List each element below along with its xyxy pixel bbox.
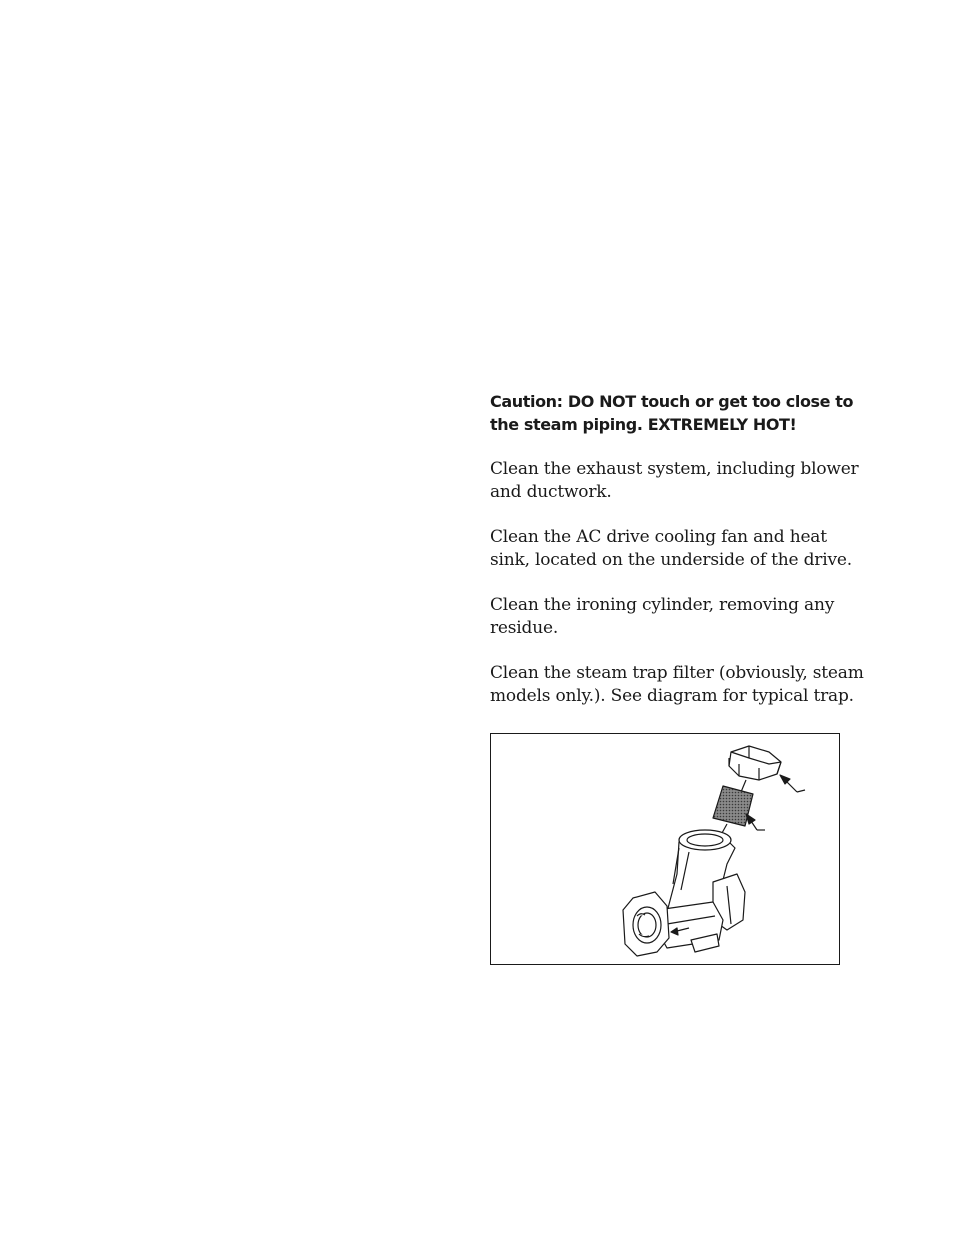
- maintenance-instructions: [490, 390, 864, 730]
- ac-drive-line-1: Clean the AC drive cooling fan and heat: [490, 527, 827, 547]
- steam-trap-diagram: [490, 733, 840, 965]
- steam-trap-line-2: models only.). See diagram for typical trap.: [490, 686, 854, 706]
- cap-pointer-arrow-icon: [780, 775, 805, 792]
- strainer-body-icon: [623, 830, 745, 956]
- steam-trap-instruction: [490, 662, 864, 708]
- exhaust-line-2: and ductwork.: [490, 482, 612, 502]
- ac-drive-line-2: sink, located on the underside of the drive.: [490, 550, 852, 570]
- cap-axis-line: [741, 780, 746, 792]
- filter-screen-icon: [713, 786, 753, 826]
- cylinder-line-1: Clean the ironing cylinder, removing any: [490, 595, 835, 615]
- ac-drive-instruction: [490, 526, 850, 572]
- caution-line-1: Caution: DO NOT touch or get too close to: [490, 392, 854, 411]
- caution-warning: [490, 390, 854, 436]
- trap-cap-icon: [729, 746, 781, 780]
- cylinder-line-2: residue.: [490, 618, 559, 638]
- steam-trap-line-1: Clean the steam trap filter (obviously, steam: [490, 663, 864, 683]
- screen-pointer-arrow-icon: [746, 814, 765, 830]
- cylinder-instruction: [490, 594, 850, 640]
- exhaust-instruction: [490, 458, 859, 504]
- steam-trap-illustration: [491, 734, 841, 966]
- caution-line-2: the steam piping. EXTREMELY HOT!: [490, 415, 797, 434]
- exhaust-line-1: Clean the exhaust system, including blower: [490, 459, 859, 479]
